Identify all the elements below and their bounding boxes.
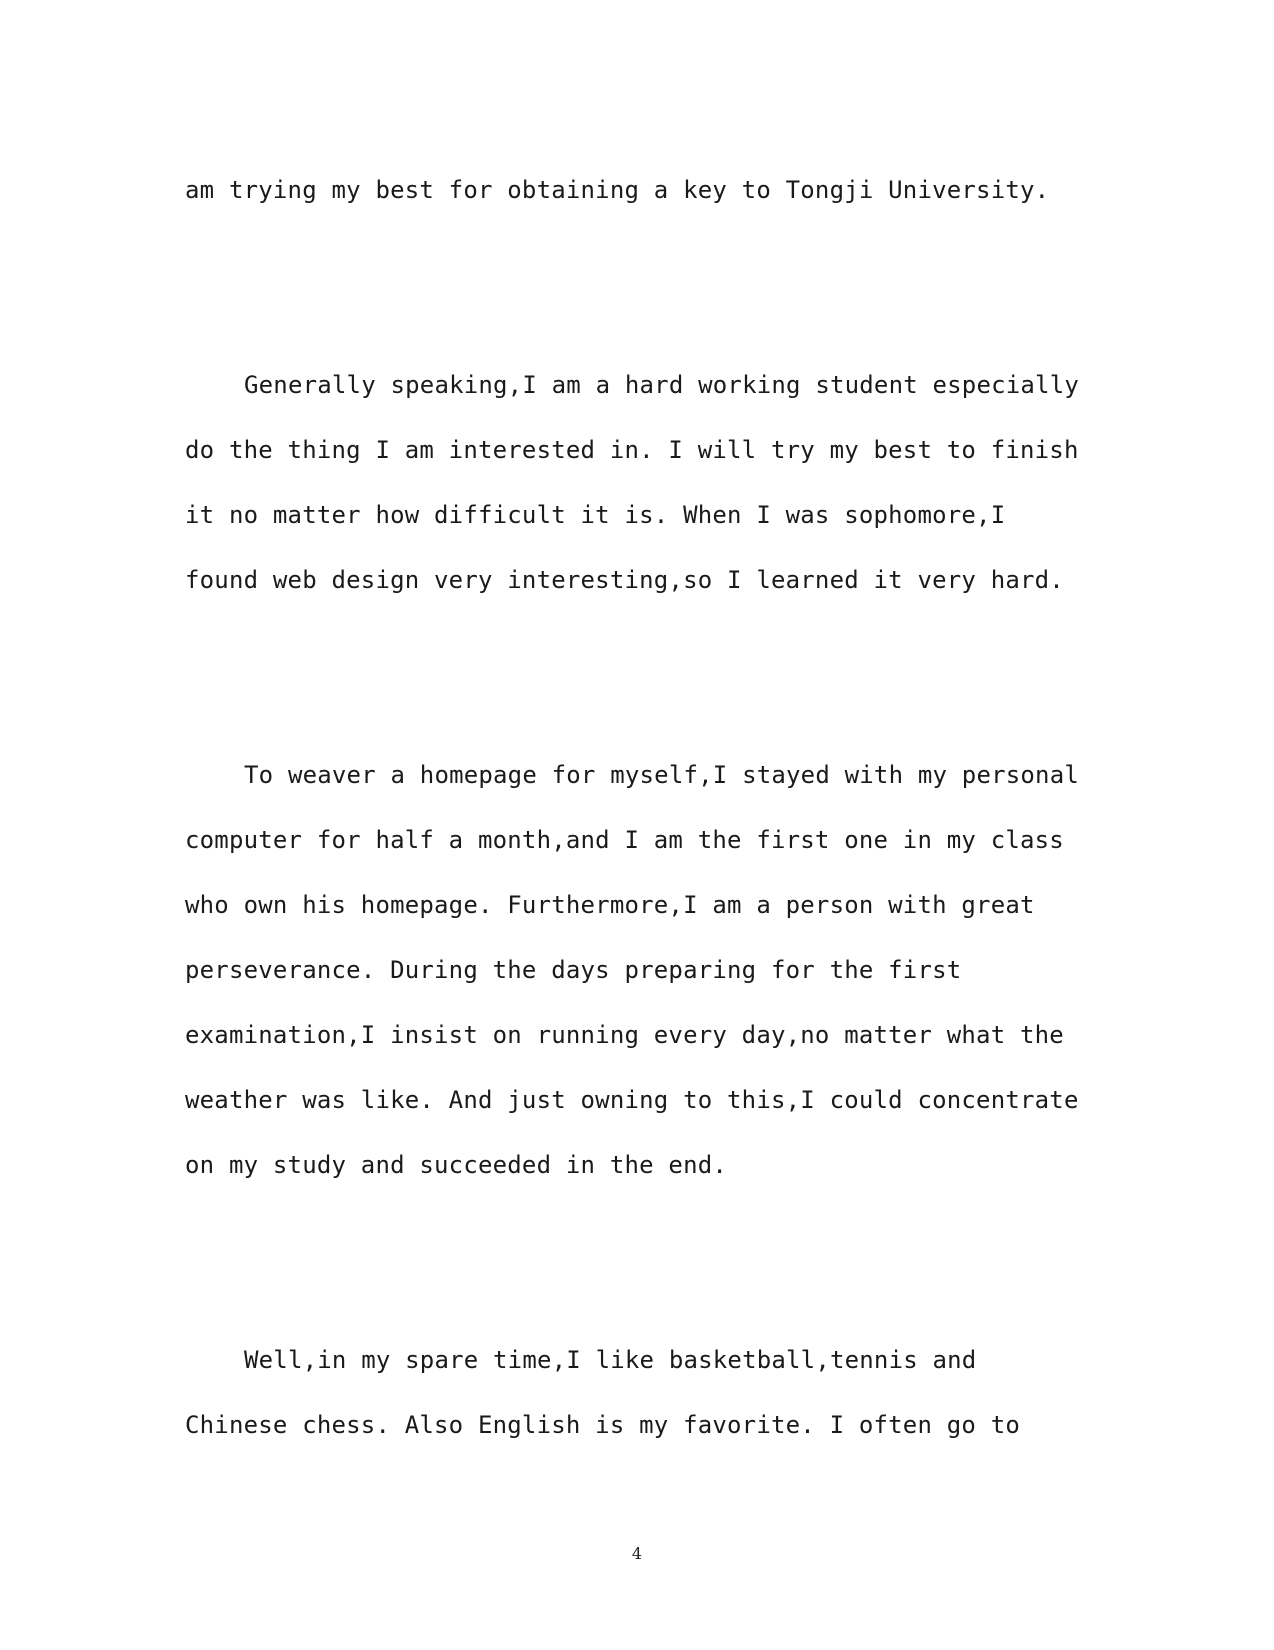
text-line: am trying my best for obtaining a key to Tongji University.: [185, 176, 1050, 204]
text-line: weather was like. And just owning to this,I could concentrate: [185, 1086, 1079, 1114]
text-line: Chinese chess. Also English is my favorite. I often go to: [185, 1411, 1021, 1439]
paragraph-first-line: Generally speaking,I am a hard working student especially: [244, 371, 1080, 399]
text-line: it no matter how difficult it is. When I was sophomore,I: [185, 501, 1006, 529]
paragraph-first-line: Well,in my spare time,I like basketball,tennis and: [244, 1346, 977, 1374]
text-line: who own his homepage. Furthermore,I am a person with great: [185, 891, 1035, 919]
text-line: do the thing I am interested in. I will try my best to finish: [185, 436, 1079, 464]
text-line: computer for half a month,and I am the first one in my class: [185, 826, 1064, 854]
text-line: found web design very interesting,so I learned it very hard.: [185, 566, 1064, 594]
text-line: examination,I insist on running every day,no matter what the: [185, 1021, 1064, 1049]
text-line: on my study and succeeded in the end.: [185, 1151, 728, 1179]
page-number: 4: [631, 1544, 643, 1563]
paragraph-first-line: To weaver a homepage for myself,I stayed with my personal: [244, 761, 1080, 789]
text-line: perseverance. During the days preparing for the first: [185, 956, 962, 984]
